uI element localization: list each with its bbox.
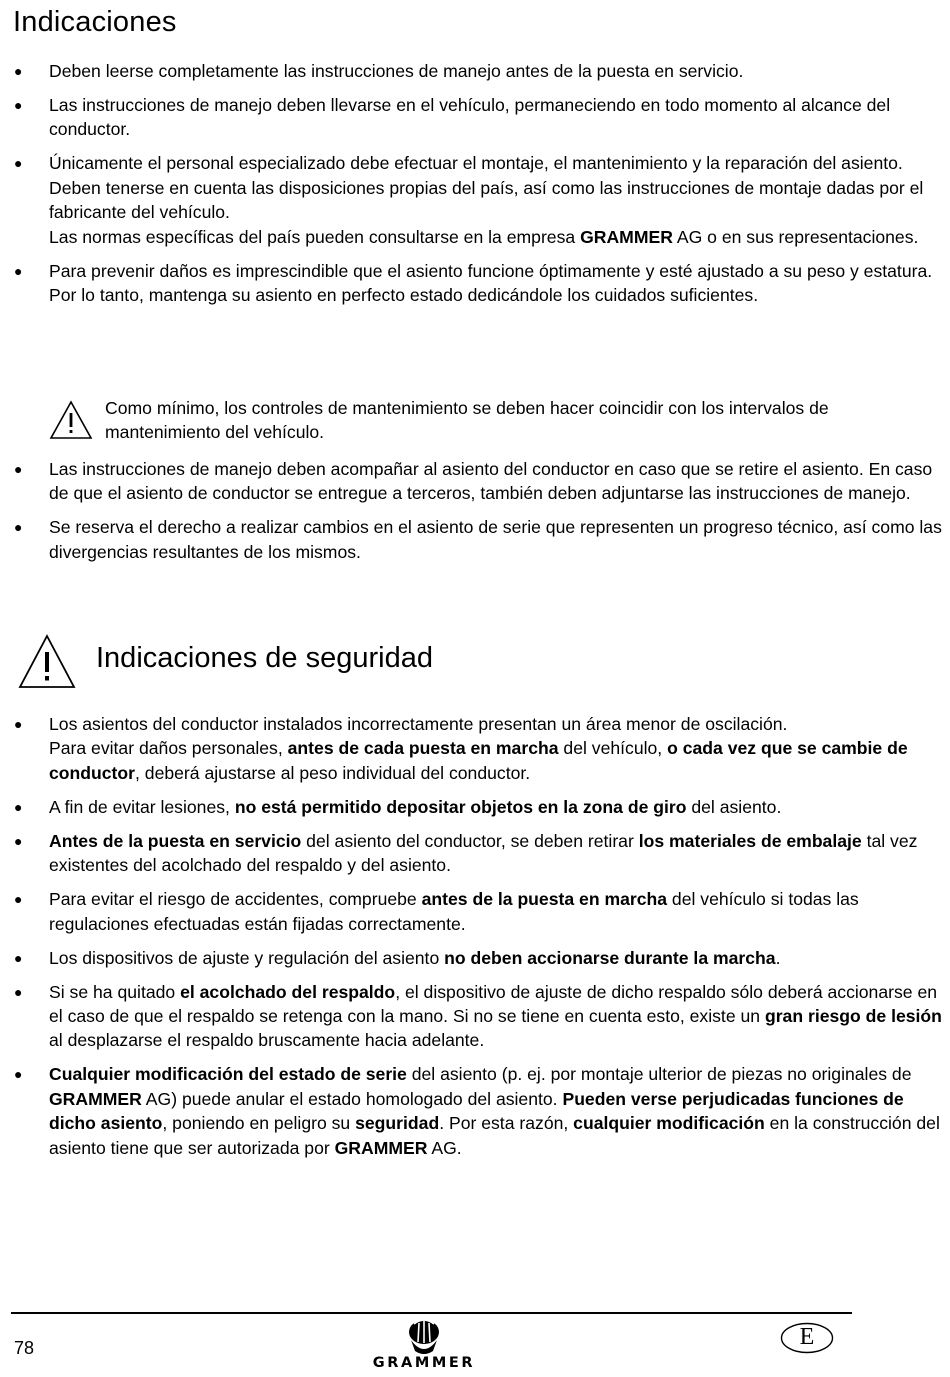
item-paragraph — [49, 151, 950, 175]
bullet-icon: ● — [14, 891, 23, 908]
item-paragraph — [49, 225, 950, 249]
section-title-indicaciones: Indicaciones — [13, 6, 177, 38]
item-paragraph — [49, 887, 950, 936]
bullet-icon: ● — [14, 97, 23, 113]
body-text: del asiento del conductor, se deben retirar — [301, 830, 639, 851]
body-text: Si se ha quitado — [49, 981, 181, 1002]
warning-triangle-icon — [49, 400, 93, 440]
item-paragraph — [49, 1062, 950, 1160]
bullet-icon: ● — [14, 461, 23, 477]
emphasis-text: antes de cada puesta en marcha — [287, 738, 559, 759]
item-paragraph — [49, 259, 950, 308]
list-item — [0, 712, 950, 785]
list-item — [0, 795, 950, 819]
item-paragraph — [49, 946, 950, 970]
body-text: . — [775, 947, 781, 968]
body-text: Para evitar el riesgo de accidentes, compruebe — [49, 889, 422, 910]
list-item — [0, 1062, 950, 1160]
body-text: AG) puede anular el estado homologado del asiento. — [141, 1088, 563, 1109]
body-text: Para evitar daños personales, — [49, 738, 288, 759]
body-text: , poniendo en peligro su — [162, 1113, 356, 1134]
body-text: Las normas específicas del país pueden consultarse en la empresa — [49, 226, 581, 247]
list-item — [0, 457, 950, 506]
language-letter: E — [799, 1324, 815, 1350]
emphasis-text: GRAMMER — [580, 226, 673, 247]
emphasis-text: seguridad — [355, 1113, 440, 1134]
list-item — [0, 946, 950, 970]
list-item — [0, 980, 950, 1053]
emphasis-text: Cualquier modificación del estado de serie — [49, 1064, 407, 1085]
body-text: Deben leerse completamente las instrucciones de manejo antes de la puesta en servicio. — [49, 61, 744, 81]
bullet-icon: ● — [14, 1066, 23, 1083]
footer-divider — [11, 1312, 852, 1314]
list-item — [0, 515, 950, 564]
body-text: del vehículo si todas las regulaciones efectuadas están fijadas correctamente. — [49, 889, 859, 934]
maintenance-note — [49, 396, 849, 445]
list-item — [0, 151, 950, 249]
body-text: del asiento. — [686, 796, 782, 817]
emphasis-text: Pueden verse perjudicadas funciones de dicho asiento — [49, 1088, 904, 1134]
emphasis-text: GRAMMER — [334, 1137, 428, 1158]
body-text: Los dispositivos de ajuste y regulación del asiento — [49, 947, 445, 968]
emphasis-text: no deben accionarse durante la marcha — [444, 947, 776, 968]
item-paragraph — [49, 736, 950, 785]
language-badge — [780, 1322, 834, 1354]
body-text: Deben tenerse en cuenta las disposiciones propias del país, así como las instrucciones de montaje dadas por el fabricante del vehículo. — [49, 177, 924, 223]
bullet-icon: ● — [14, 983, 23, 1000]
emphasis-text: no está permitido depositar objetos en la zona de giro — [234, 796, 687, 817]
body-text: Únicamente el personal especializado debe efectuar el montaje, el mantenimiento y la reparación del asiento. — [49, 153, 903, 174]
bullet-icon: ● — [14, 155, 23, 172]
bullet-icon: ● — [14, 63, 23, 79]
list-item — [0, 93, 950, 142]
warning-triangle-icon — [18, 634, 76, 690]
bullet-icon: ● — [14, 832, 23, 849]
item-paragraph — [49, 457, 950, 506]
seguridad-list — [0, 712, 950, 1170]
item-paragraph — [49, 712, 950, 736]
body-text: Se reserva el derecho a realizar cambios en el asiento de serie que representen un progreso técnico, así como las divergencias resultantes de los mismos. — [49, 517, 942, 562]
emphasis-text: el acolchado del respaldo — [180, 981, 396, 1002]
body-text: tal vez existentes del acolchado del respaldo y del asiento. — [49, 830, 918, 876]
bullet-icon: ● — [14, 262, 23, 279]
body-text: en la construcción del asiento tiene que ser autorizada por — [49, 1113, 940, 1158]
grammer-logo-icon — [405, 1318, 443, 1356]
body-text: Las instrucciones de manejo deben llevarse en el vehículo, permaneciendo en todo momento al alcance del conductor. — [49, 95, 891, 140]
body-text: Las instrucciones de manejo deben acompañar al asiento del conductor en caso que se retire el asiento. En caso de que el asiento de conductor se entregue a terceros, también deben adjuntarse las instrucciones de manejo. — [49, 459, 933, 504]
page-number: 78 — [14, 1338, 35, 1358]
emphasis-text: antes de la puesta en marcha — [421, 889, 668, 910]
grammer-logo — [368, 1318, 480, 1374]
item-paragraph — [49, 59, 950, 83]
indicaciones-list-continued — [0, 457, 950, 574]
bullet-icon: ● — [14, 798, 23, 815]
item-paragraph — [49, 176, 950, 225]
bullet-icon: ● — [14, 949, 23, 966]
item-paragraph — [49, 93, 950, 142]
item-paragraph — [49, 829, 950, 878]
safety-heading — [18, 634, 918, 692]
emphasis-text: o cada vez que se cambie de conductor — [49, 738, 908, 783]
section-title-seguridad: Indicaciones de seguridad — [96, 642, 433, 674]
list-item — [0, 259, 950, 308]
indicaciones-list — [0, 59, 950, 317]
bullet-icon: ● — [14, 716, 23, 732]
brand-name: GRAMMER — [372, 1355, 476, 1371]
body-text: , el dispositivo de ajuste de dicho respaldo sólo deberá accionarse en el caso de que el respaldo se retenga con la mano. Si no se tiene en cuenta esto, existe un — [49, 981, 938, 1027]
emphasis-text: gran riesgo de lesión — [764, 1006, 942, 1027]
body-text: AG o en sus representaciones. — [672, 226, 919, 247]
body-text: , deberá ajustarse al peso individual del conductor. — [135, 762, 531, 783]
emphasis-text: GRAMMER — [49, 1088, 142, 1109]
emphasis-text: Antes de la puesta en servicio — [49, 830, 302, 851]
item-paragraph — [49, 980, 950, 1053]
list-item — [0, 829, 950, 878]
body-text: AG. — [427, 1137, 462, 1158]
body-text: Los asientos del conductor instalados incorrectamente presentan un área menor de oscilación. — [49, 714, 788, 734]
body-text: del vehículo, — [558, 738, 668, 759]
body-text: Para prevenir daños es imprescindible que el asiento funcione óptimamente y esté ajustado a su peso y estatura. Por lo tanto, mantenga su asiento en perfecto estado dedicándole los cuidados suficientes. — [49, 260, 933, 306]
emphasis-text: los materiales de embalaje — [638, 830, 862, 851]
body-text: . Por esta razón, — [439, 1113, 574, 1134]
note-text: Como mínimo, los controles de mantenimiento se deben hacer coincidir con los intervalos de mantenimiento del vehículo. — [105, 398, 829, 443]
bullet-icon: ● — [14, 519, 23, 536]
item-paragraph — [49, 515, 950, 564]
body-text: del asiento (p. ej. por montaje ulterior de piezas no originales de — [406, 1064, 912, 1085]
item-paragraph — [49, 795, 950, 819]
body-text: A fin de evitar lesiones, — [49, 796, 235, 817]
list-item — [0, 887, 950, 936]
emphasis-text: cualquier modificación — [573, 1113, 765, 1134]
body-text: al desplazarse el respaldo bruscamente hacia adelante. — [49, 1030, 485, 1051]
list-item — [0, 59, 950, 83]
